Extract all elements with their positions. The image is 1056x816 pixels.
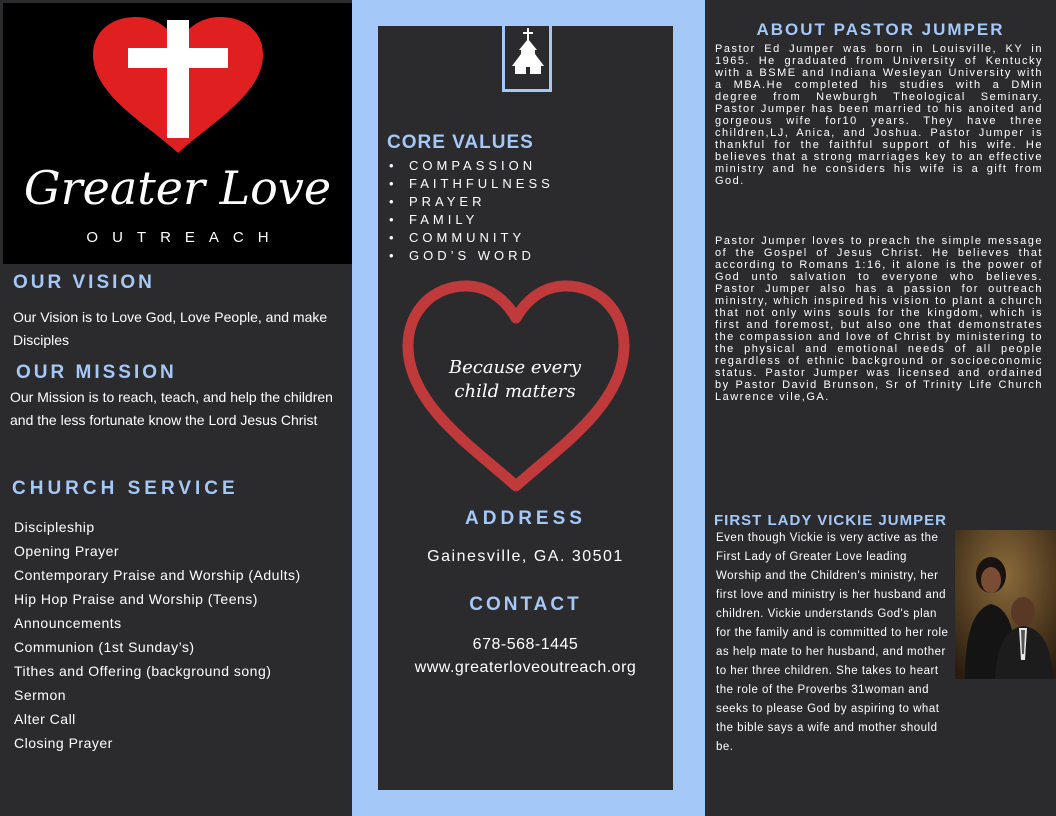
church-service-heading: CHURCH SERVICE: [12, 478, 239, 499]
service-item: Announcements: [14, 615, 122, 631]
service-item: Communion (1st Sunday’s): [14, 639, 195, 655]
heart-caption: Because every child matters: [448, 357, 582, 402]
service-item: Opening Prayer: [14, 543, 120, 559]
core-value-item: • FAITHFULNESS: [389, 176, 554, 191]
core-value-item: • PRAYER: [389, 194, 486, 209]
logo: [3, 3, 352, 264]
service-item: Tithes and Offering (background song): [14, 663, 272, 679]
contact-heading: CONTACT: [469, 594, 582, 615]
couple-photo-image: [955, 530, 1056, 679]
address-text: Gainesville, GA. 30501: [427, 548, 624, 565]
mission-text: Our Mission is to reach, teach, and help the children and the less fortunate know the Lord Jesus Christ: [10, 389, 333, 428]
core-value-item: • FAMILY: [389, 212, 479, 227]
pastor-bio-paragraph: Pastor Jumper loves to preach the simple message of the Gospel of Jesus Christ. He believes that according to Romans 1:16, it alone is the power of God unto salvation to everyone who believes. Pastor Jumper also has a passion for outreach ministry, which inspired his vision to plant a church that not only wins souls for the kingdom, which is first and foremost, but also one that demonstrates the compassion and love of Christ by ministering to the physical and emotional needs of all people regardless of ethnic background or socioeconomic status. Pastor Jumper was licensed and ordained by Pastor David Brunson, Sr of Trinity Life Church Lawrence vile,GA.: [715, 235, 1043, 403]
heart-cross-icon: [88, 15, 268, 155]
first-lady-heading: FIRST LADY VICKIE JUMPER: [714, 512, 947, 529]
website-link[interactable]: www.greaterloveoutreach.org: [414, 659, 637, 676]
core-value-item: • COMMUNITY: [389, 230, 526, 245]
core-value-item: • GOD’S WORD: [389, 248, 535, 263]
phone-number[interactable]: 678-568-1445: [472, 636, 579, 653]
church-service-list: [14, 515, 301, 755]
first-lady-text: Even though Vickie is very active as the First Lady of Greater Love leading Worship and the Children's ministry, her first love and ministry is her husband and children. Vickie understands God's plan for the family and is committed to her role as help mate to her husband, and mother to her three children. She takes to heart the role of the Proverbs 31woman and seeks to please God by aspiring to what the bible says a wife and mother should be.: [716, 532, 949, 753]
service-item: Sermon: [14, 687, 67, 703]
couple-photo: [955, 530, 1056, 679]
pastor-bio-paragraph: Pastor Ed Jumper was born in Louisville, KY in 1965. He graduated from University of Kentucky with a BSME and Indiana Wesleyan University with a MBA.He completed his studies with a DMin degree from Newburgh Theological Seminary. Pastor Jumper has been married to his anoited and gorgeous wife for10 years. They have three children,LJ, Anica, and Joshua. Pastor Jumper is thankful for the faithful support of his wife. He believes that a strong marriages key to an effective ministry and he considers his wife is a gift from God.: [715, 43, 1043, 187]
service-item: Alter Call: [14, 711, 76, 727]
service-item: Contemporary Praise and Worship (Adults): [14, 567, 301, 583]
service-item: Closing Prayer: [14, 735, 113, 751]
vision-text: Our Vision is to Love God, Love People, and make Disciples: [13, 309, 328, 348]
core-value-item: • COMPASSION: [389, 158, 537, 173]
core-values-list: [389, 157, 554, 265]
mission-heading: OUR MISSION: [16, 362, 177, 383]
service-item: Discipleship: [14, 519, 95, 535]
logo-subtitle: OUTREACH: [86, 229, 283, 246]
logo-title: Greater Love: [23, 161, 332, 215]
church-icon: [511, 26, 545, 76]
address-heading: ADDRESS: [465, 508, 586, 529]
core-values-heading: CORE VALUES: [387, 132, 534, 153]
vision-heading: OUR VISION: [13, 272, 155, 293]
service-item: Hip Hop Praise and Worship (Teens): [14, 591, 258, 607]
about-pastor-heading: ABOUT PASTOR JUMPER: [756, 20, 1005, 39]
